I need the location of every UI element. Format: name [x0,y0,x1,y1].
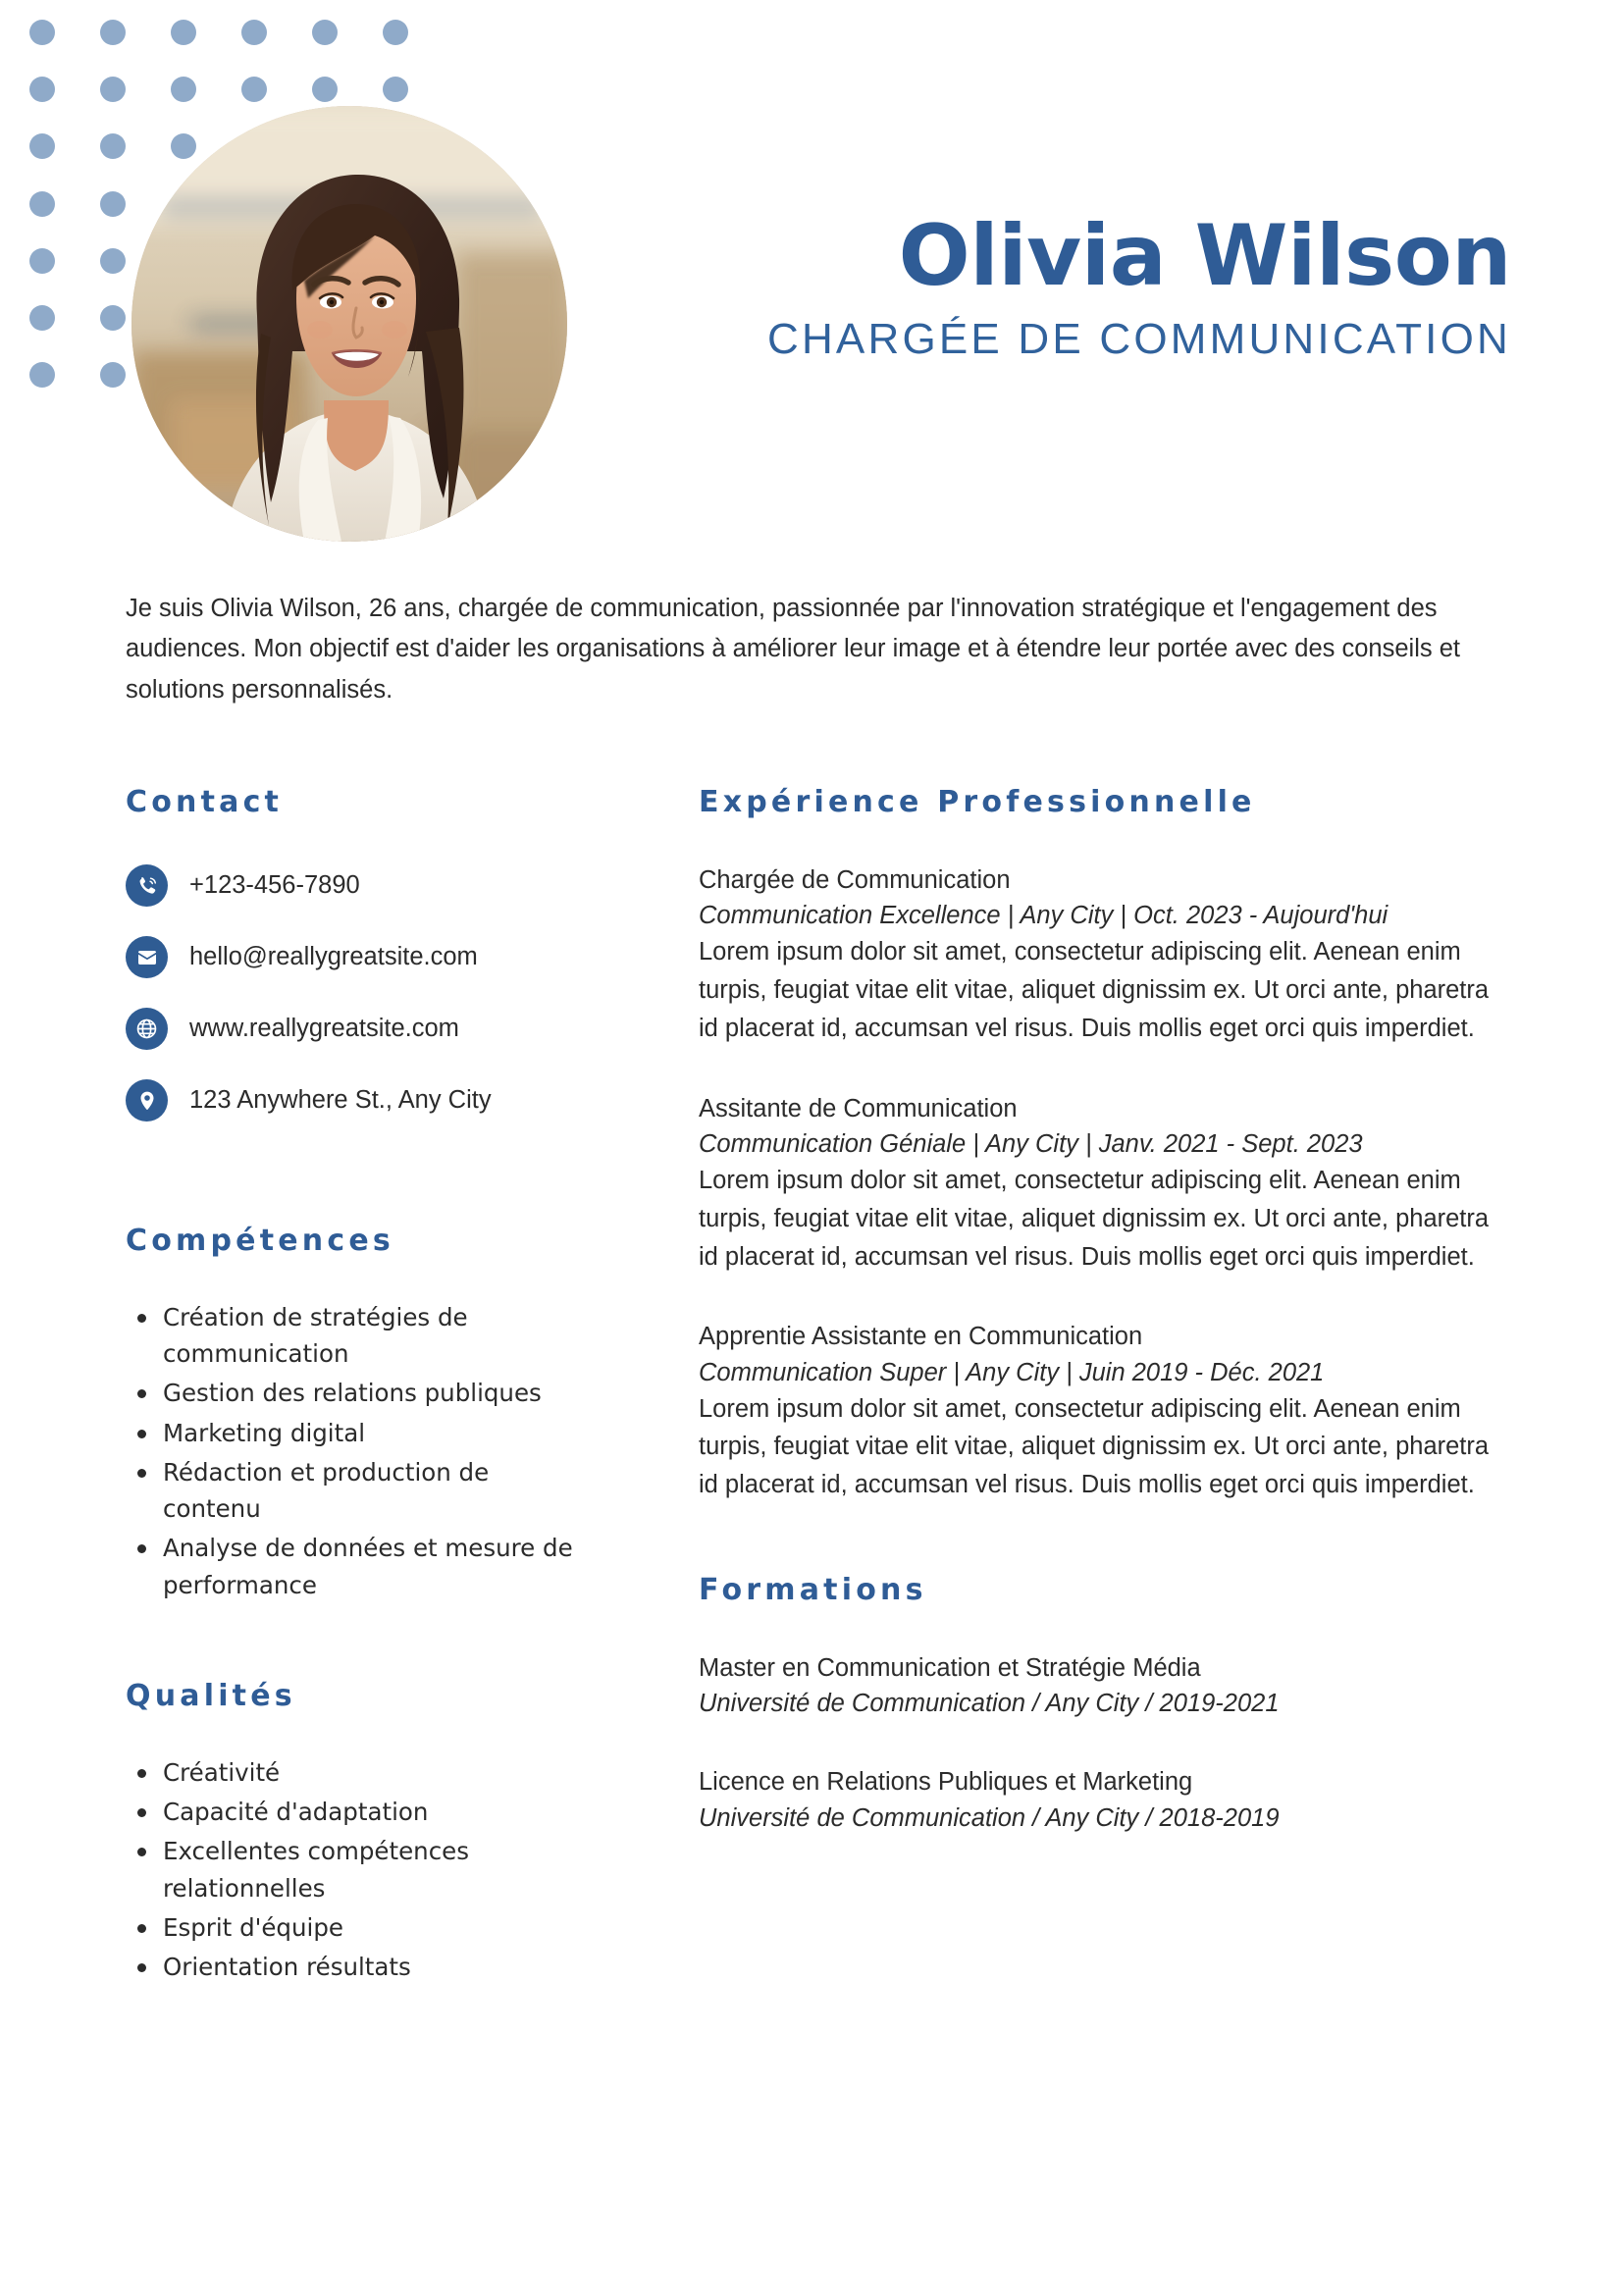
name-block [589,207,1511,363]
contact-value-phone: +123-456-7890 [189,871,360,900]
entry-meta: Communication Excellence | Any City | Oct. 2023 - Aujourd'hui [699,902,1388,930]
contact-item-phone[interactable] [126,864,587,907]
envelope-icon [126,936,168,978]
qualities-list [126,1754,587,1985]
list-item: Esprit d'équipe [163,1909,587,1946]
list-item: Rédaction et production de contenu [163,1454,587,1527]
contact-value-website: www.reallygreatsite.com [189,1015,459,1043]
list-item: Gestion des relations publiques [163,1375,587,1411]
avatar [131,106,567,542]
contact-item-website[interactable] [126,1008,587,1050]
section-heading-experience: Expérience Professionnelle [699,785,1256,819]
experience-entry [699,862,1513,1048]
contact-value-address: 123 Anywhere St., Any City [189,1086,492,1115]
education-entry [699,1650,1513,1721]
job-subtitle: CHARGÉE DE COMMUNICATION [766,315,1511,363]
page-title: Olivia Wilson [898,207,1511,305]
entry-degree: Master en Communication et Stratégie Média [699,1653,1201,1682]
spacer [699,1547,1513,1573]
spacer [126,1151,587,1224]
spacer [126,1606,587,1679]
entry-role: Apprentie Assistante en Communication [699,1323,1143,1351]
right-column [699,785,1513,1879]
avatar-photo [131,106,567,542]
globe-icon [126,1008,168,1050]
spacer [699,1607,1513,1650]
list-item: Création de stratégies de communication [163,1299,587,1372]
phone-icon [126,864,168,907]
experience-entry [699,1319,1513,1504]
location-pin-icon [126,1079,168,1122]
contact-list [126,864,587,1122]
skills-list [126,1299,587,1603]
spacer [699,819,1513,862]
experience-entry [699,1091,1513,1277]
entry-role: Assitante de Communication [699,1094,1018,1122]
list-item: Analyse de données et mesure de performance [163,1530,587,1602]
contact-item-email[interactable] [126,936,587,978]
entry-meta: Communication Super | Any City | Juin 2019 - Déc. 2021 [699,1358,1325,1386]
header [0,0,1624,559]
entry-meta: Université de Communication / Any City / 2018-2019 [699,1803,1280,1832]
entry-description: Lorem ipsum dolor sit amet, consectetur adipiscing elit. Aenean enim turpis, feugiat vitae elit vitae, aliquet dignissim ex. Ut orci ante, pharetra id placerat id, accumsan vel risus. Duis mollis eget orci quis imperdiet. [699,1167,1490,1271]
contact-item-address[interactable] [126,1079,587,1122]
entry-degree: Licence en Relations Publiques et Marketing [699,1768,1193,1797]
section-heading-qualities: Qualités [126,1678,296,1713]
left-column [126,785,587,1988]
contact-value-email: hello@reallygreatsite.com [189,943,478,971]
list-item: Créativité [163,1754,587,1791]
section-heading-education: Formations [699,1572,927,1607]
summary-paragraph: Je suis Olivia Wilson, 26 ans, chargée de communication, passionnée par l'innovation stratégique et l'engagement des audiences. Mon objectif est d'aider les organisations à améliorer leur image et à étendre leur portée avec des conseils et solutions personnalisés. [126,595,1460,704]
entry-description: Lorem ipsum dolor sit amet, consectetur adipiscing elit. Aenean enim turpis, feugiat vitae elit vitae, aliquet dignissim ex. Ut orci ante, pharetra id placerat id, accumsan vel risus. Duis mollis eget orci quis imperdiet. [699,1394,1490,1499]
list-item: Orientation résultats [163,1949,587,1985]
entry-role: Chargée de Communication [699,866,1011,894]
section-heading-skills: Compétences [126,1224,394,1258]
entry-meta: Université de Communication / Any City / 2019-2021 [699,1690,1280,1718]
list-item: Marketing digital [163,1415,587,1451]
list-item: Capacité d'adaptation [163,1794,587,1830]
list-item: Excellentes compétences relationnelles [163,1833,587,1905]
entry-meta: Communication Géniale | Any City | Janv. 2021 - Sept. 2023 [699,1129,1363,1158]
education-entry [699,1764,1513,1835]
section-heading-contact: Contact [126,785,284,819]
entry-description: Lorem ipsum dolor sit amet, consectetur adipiscing elit. Aenean enim turpis, feugiat vitae elit vitae, aliquet dignissim ex. Ut orci ante, pharetra id placerat id, accumsan vel risus. Duis mollis eget orci quis imperdiet. [699,938,1490,1042]
